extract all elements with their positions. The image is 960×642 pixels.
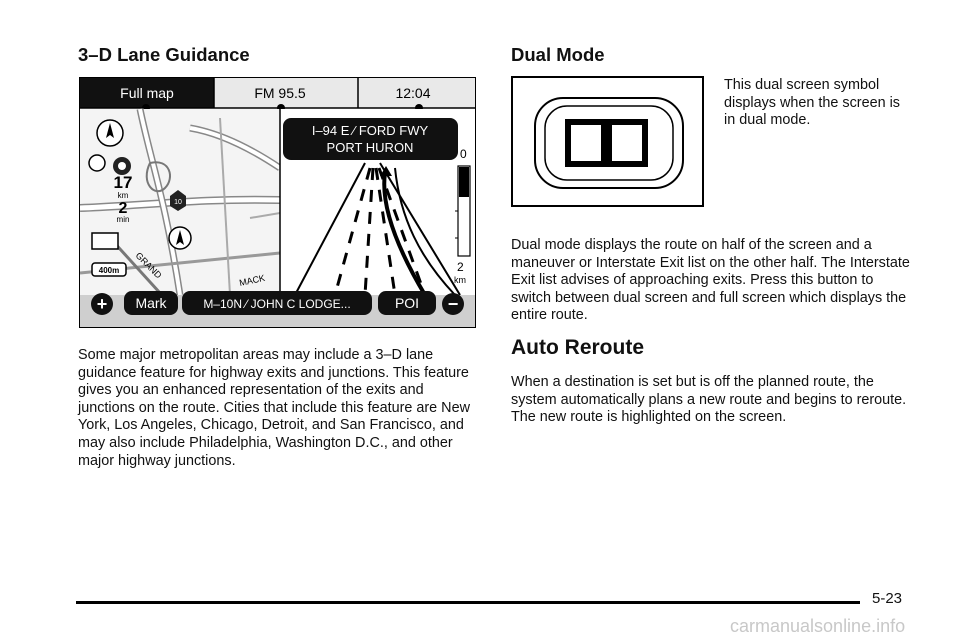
- back-icon: [89, 155, 105, 171]
- route-shield-number: 10: [174, 199, 182, 206]
- lane-guidance-paragraph: Some major metropolitan areas may include a 3–D lane guidance feature for highway exits and junctions. This feature gives you an enhanced representation of the exits and junctions on the route. Cities that include this feature are New York, Los Angeles, Chicago, Detroit, and San Francisco, and may also include Philadelphia, Washington D.C., and other major highway junctions.: [78, 347, 470, 469]
- radio-station-label: FM 95.5: [254, 85, 306, 101]
- auto-reroute-paragraph: When a destination is set but is off the planned route, the system automatically plans a new route and begins to reroute. The new route is highlighted on the screen.: [511, 374, 907, 426]
- dual-screen-left-pane-icon: [568, 122, 604, 164]
- distance-bar-top-label: 0: [460, 147, 467, 161]
- zoom-in-icon: +: [96, 294, 108, 314]
- zoom-out-icon: −: [447, 294, 459, 314]
- distance-bar-fill: [459, 167, 469, 197]
- street-label-grand: GRAND: [133, 250, 164, 281]
- street-label-mack: MACK: [238, 272, 266, 288]
- mark-button-label: Mark: [135, 295, 167, 311]
- street-name-label: M–10N ⁄ JOHN C LODGE...: [203, 297, 351, 311]
- distance-bar-unit: km: [454, 275, 466, 285]
- distance-bar-bottom-label: 2: [457, 260, 464, 274]
- highway-sign-line-1: I–94 E ⁄ FORD FWY: [311, 123, 429, 138]
- map-panel: [80, 109, 280, 295]
- page-number: 5-23: [872, 590, 903, 607]
- distance-value-1: 17: [113, 173, 133, 192]
- map-view-icon: [92, 233, 118, 249]
- lane-guidance-panel: [280, 109, 475, 295]
- scale-label: 400m: [98, 266, 120, 275]
- poi-button-label: POI: [394, 295, 420, 311]
- dual-screen-symbol: [511, 76, 704, 207]
- watermark: carmanualsonline.info: [730, 616, 906, 636]
- distance-unit-1: km: [117, 191, 129, 200]
- full-map-label: Full map: [120, 85, 174, 101]
- distance-unit-2: min: [116, 215, 130, 224]
- footer-rule: [76, 601, 860, 604]
- section-heading-dual-mode: Dual Mode: [511, 44, 605, 65]
- dual-screen-right-pane-icon: [609, 122, 645, 164]
- navigation-screen: [79, 77, 476, 328]
- dual-mode-paragraph: Dual mode displays the route on half of the screen and a maneuver or Interstate Exit list on the other half. The Interstate Exit list advises of approaching exits. Press this button to switch between dual screen and full screen which displays the entire route.: [511, 237, 910, 324]
- section-heading-auto-reroute: Auto Reroute: [511, 336, 644, 359]
- highway-sign-line-2: PORT HURON: [326, 140, 414, 155]
- section-heading-3d-lane-guidance: 3–D Lane Guidance: [78, 44, 250, 65]
- clock-label: 12:04: [395, 85, 431, 101]
- dual-mode-caption: This dual screen symbol displays when the screen is in dual mode.: [724, 77, 900, 129]
- distance-value-2: 2: [118, 200, 128, 217]
